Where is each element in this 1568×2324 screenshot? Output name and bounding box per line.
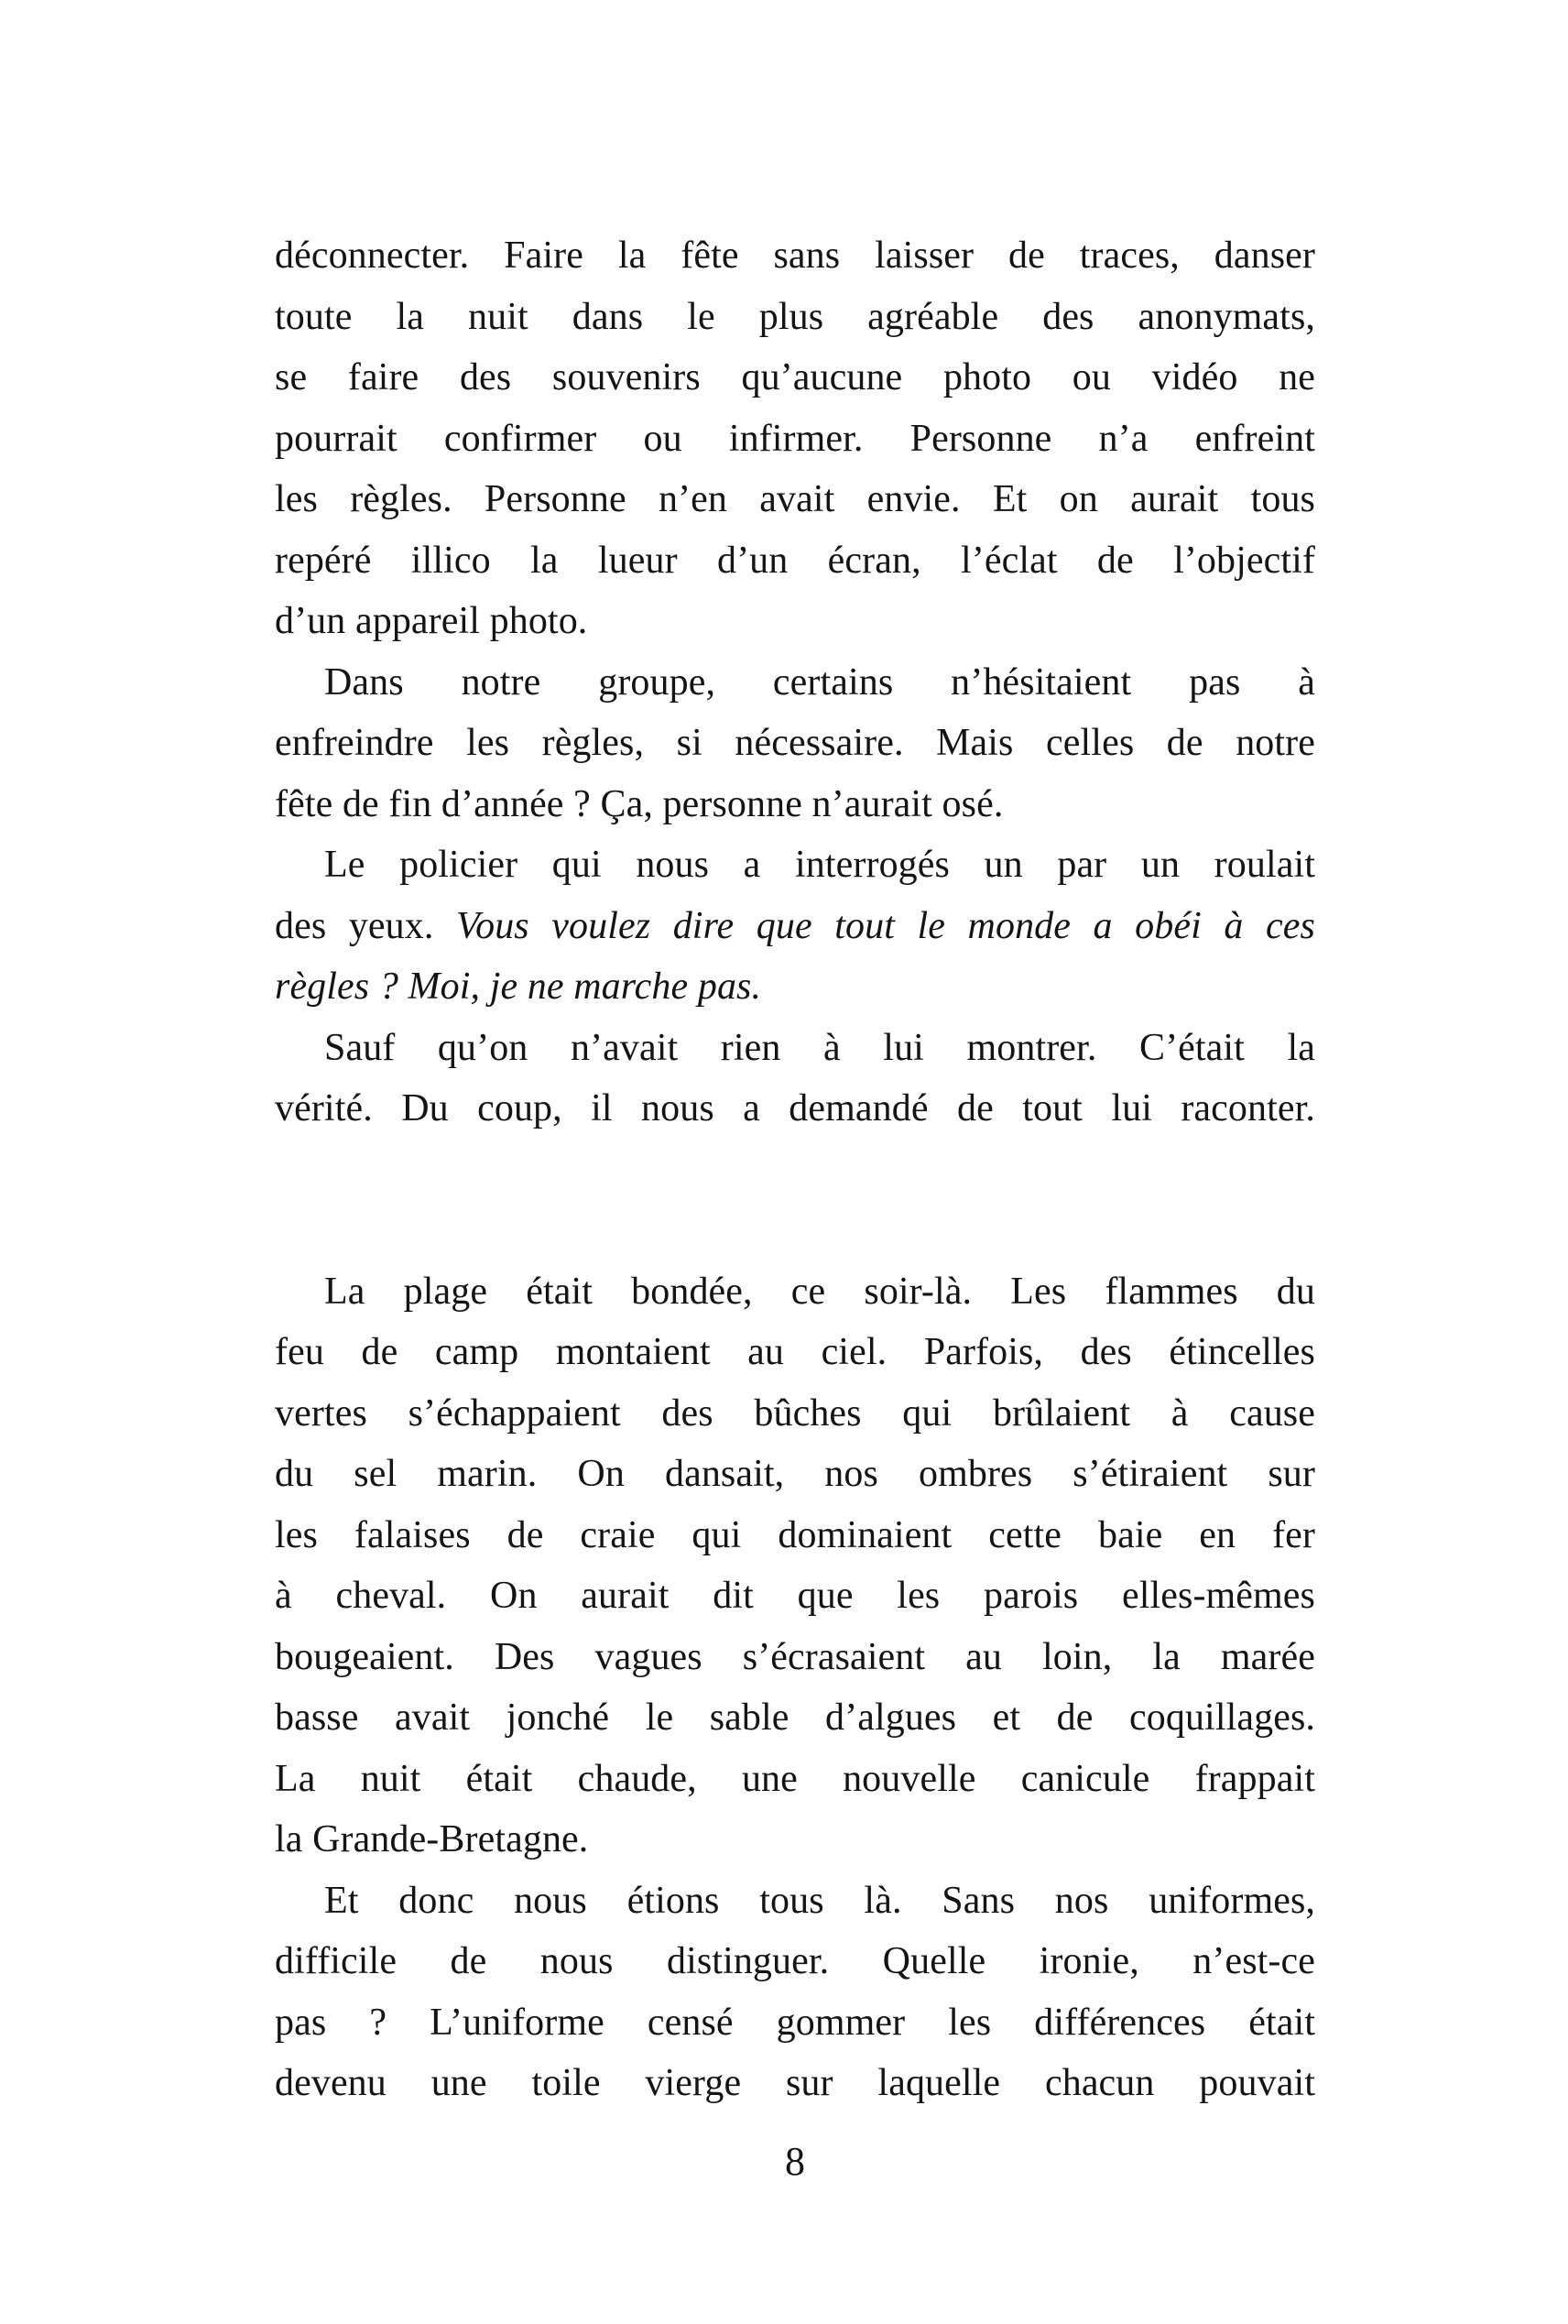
text-line: vertes s’échappaient des bûches qui brûlaient à cause <box>275 1391 1315 1435</box>
paragraph-uniformes <box>275 1871 1315 2114</box>
text-line: devenu une toile vierge sur laquelle chacun pouvait <box>275 2062 1315 2104</box>
text-line: pas ? L’uniforme censé gommer les différences était <box>275 2001 1315 2044</box>
text-line <box>275 896 1315 957</box>
page-number: 8 <box>785 2139 805 2184</box>
text-line: difficile de nous distinguer. Quelle ironie, n’est-ce <box>275 1940 1315 1982</box>
text-line: repéré illico la lueur d’un écran, l’éclat de l’objectif <box>275 539 1315 582</box>
text-line: d’un appareil photo. <box>275 600 588 642</box>
text-line: Dans notre groupe, certains n’hésitaient pas à <box>324 660 1315 704</box>
text-line: enfreindre les règles, si nécessaire. Mais celles de notre <box>275 722 1315 764</box>
text-line: basse avait jonché le sable d’algues et de coquillages. <box>275 1697 1315 1739</box>
roman-segment: des yeux. <box>275 904 456 947</box>
text-line: à cheval. On aurait dit que les parois elles-mêmes <box>275 1575 1315 1617</box>
text-line: les règles. Personne n’en avait envie. Et on aurait tous <box>275 478 1315 520</box>
paragraph-group-rules <box>275 652 1315 835</box>
text-line: pourrait confirmer ou infirmer. Personne n’a enfreint <box>275 417 1315 460</box>
text-line: les falaises de craie qui dominaient cette baie en fer <box>275 1513 1315 1556</box>
paragraph-continuation <box>275 225 1315 652</box>
text-line: Et donc nous étions tous là. Sans nos uniformes, <box>324 1879 1315 1922</box>
text-line: Le policier qui nous a interrogés un par un roulait <box>324 844 1315 886</box>
text-line: bougeaient. Des vagues s’écrasaient au loin, la marée <box>275 1635 1315 1678</box>
italic-quote-segment: règles ? Moi, je ne marche pas. <box>275 966 762 1008</box>
paragraph-sauf <box>275 1018 1315 1140</box>
text-line: La plage était bondée, ce soir-là. Les flammes du <box>324 1270 1315 1313</box>
text-line: déconnecter. Faire la fête sans laisser de traces, danser <box>275 235 1315 277</box>
text-line: La nuit était chaude, une nouvelle canicule frappait <box>275 1757 1315 1800</box>
text-line: fête de fin d’année ? Ça, personne n’aurait osé. <box>275 782 1004 825</box>
italic-quote-segment: Vous voulez dire que tout le monde a obéi à ces <box>456 904 1315 947</box>
text-line: Sauf qu’on n’avait rien à lui montrer. C’était la <box>324 1026 1315 1069</box>
text-line <box>275 956 1315 1018</box>
text-line: toute la nuit dans le plus agréable des anonymats, <box>275 295 1315 338</box>
paragraph-plage <box>275 1261 1315 1871</box>
text-line: vérité. Du coup, il nous a demandé de tout lui raconter. <box>275 1087 1315 1129</box>
text-line: feu de camp montaient au ciel. Parfois, des étincelles <box>275 1331 1315 1373</box>
text-line: la Grande-Bretagne. <box>275 1818 589 1860</box>
paragraph-policier <box>275 835 1315 1018</box>
page-text-block <box>275 225 1315 2114</box>
text-line: se faire des souvenirs qu’aucune photo ou vidéo ne <box>275 356 1315 398</box>
text-line: du sel marin. On dansait, nos ombres s’étiraient sur <box>275 1453 1315 1495</box>
